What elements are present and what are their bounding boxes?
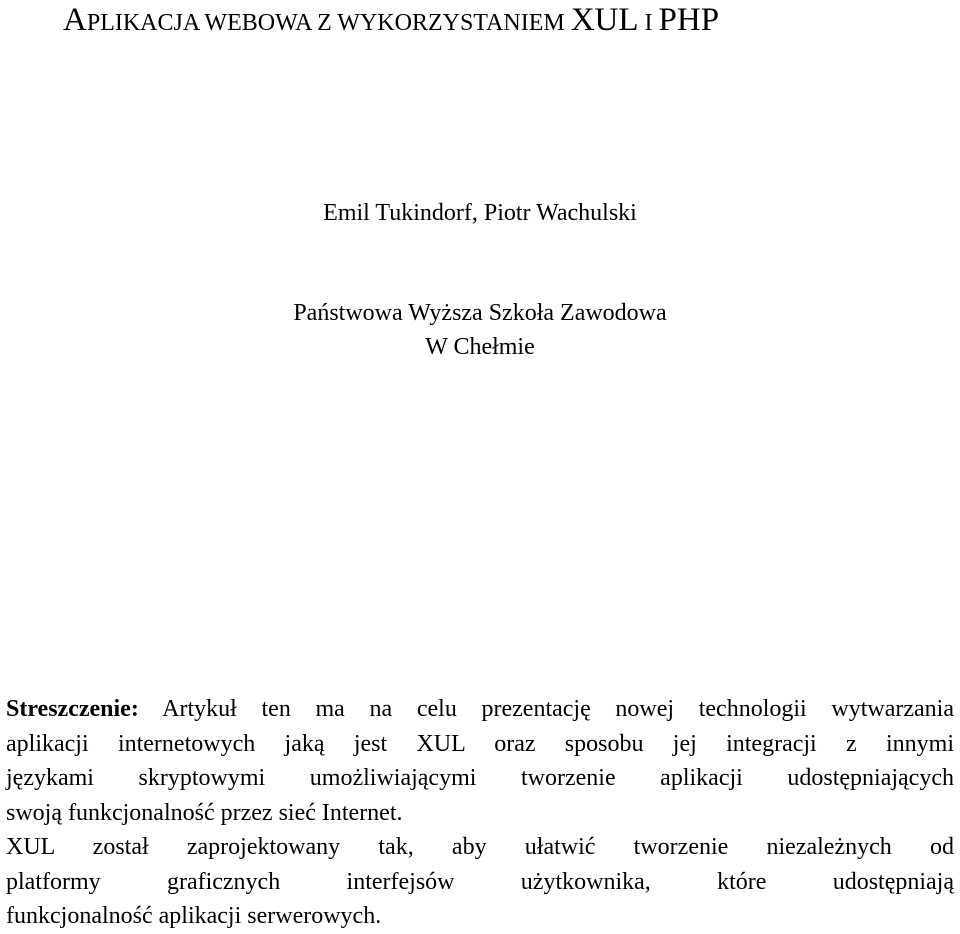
affiliation-line-2: W Chełmie	[425, 334, 535, 360]
affiliation	[0, 296, 960, 364]
authors-line: Emil Tukindorf, Piotr Wachulski	[323, 200, 637, 226]
title-conjunction: I	[638, 10, 659, 36]
abstract-line-2: aplikacji internetowych jaką jest XUL oraz sposobu jej integracji z innymi	[6, 730, 954, 757]
abstract-line-1-text: Artykuł ten ma na celu prezentację nowej technologii wytwarzania	[138, 696, 954, 722]
abstract-line-5: XUL został zaprojektowany tak, aby ułatwić tworzenie niezależnych od	[6, 834, 954, 860]
abstract-line-7: funkcjonalność aplikacji serwerowych.	[6, 903, 382, 929]
title-initial: A	[63, 2, 87, 38]
abstract-line-1	[6, 692, 954, 727]
title-xul: XUL	[570, 2, 639, 38]
abstract-line-3: językami skryptowymi umożliwiającymi tworzenie aplikacji udostępniających	[6, 765, 954, 791]
title-smallcaps-part: PLIKACJA WEBOWA Z WYKORZYSTANIEM	[86, 10, 571, 36]
paper-title	[63, 0, 719, 43]
abstract-line-6: platformy graficznych interfejsów użytkownika, które udostępniają	[6, 868, 954, 895]
abstract-line-4: swoją funkcjonalność przez sieć Internet.	[6, 799, 403, 826]
title-php: PHP	[658, 2, 720, 38]
abstract-label: Streszczenie:	[6, 696, 139, 722]
abstract	[6, 692, 954, 934]
affiliation-line-1: Państwowa Wyższa Szkoła Zawodowa	[293, 300, 667, 326]
